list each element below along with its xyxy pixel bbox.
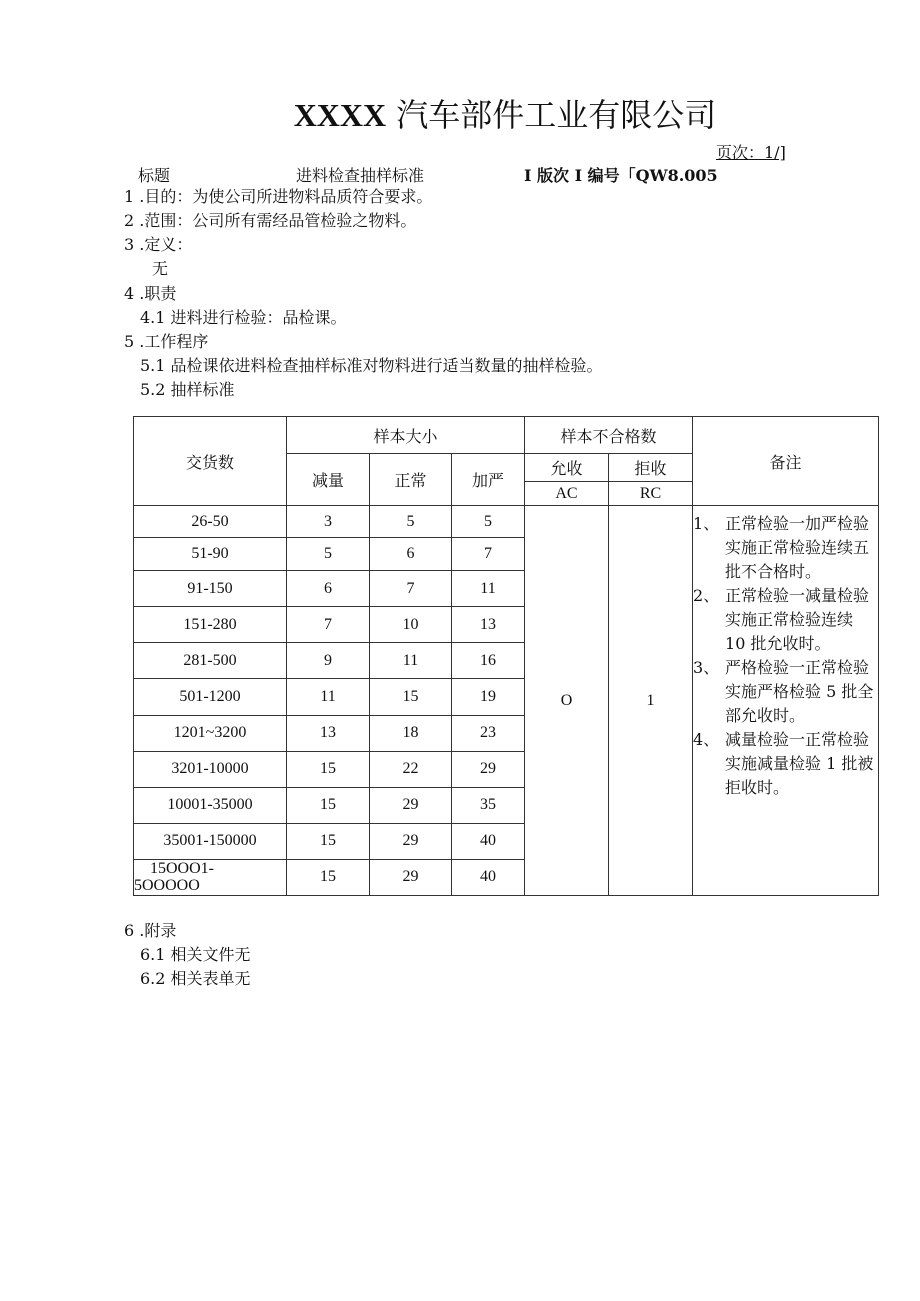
row-normal: 6	[370, 538, 452, 571]
header-notes: 备注	[693, 417, 879, 506]
row-qty: 91-150	[134, 571, 287, 607]
header-delivery-qty: 交货数	[134, 417, 287, 506]
row-tightened: 29	[452, 751, 525, 787]
note-number: 3、	[693, 658, 720, 678]
row-qty: 10001-35000	[134, 787, 287, 823]
row-qty: 501-1200	[134, 679, 287, 715]
table-header-row-1	[134, 417, 879, 454]
note-number: 1、	[693, 514, 720, 534]
note-item	[693, 656, 878, 728]
sampling-table	[133, 416, 879, 896]
row-qty: 51-90	[134, 538, 287, 571]
note-item	[693, 584, 878, 656]
row-qty-line1: 15OOO1-	[150, 860, 214, 878]
section-scope: 2 .范围：公司所有需经品管检验之物料。	[124, 211, 417, 230]
row-normal: 18	[370, 715, 452, 751]
row-normal: 11	[370, 643, 452, 679]
company-title	[0, 93, 920, 137]
section-procedure-5-2: 5.2 抽样标准	[140, 380, 235, 399]
document-title: 进料检查抽样标准	[296, 166, 425, 185]
row-tightened: 7	[452, 538, 525, 571]
row-reduced: 13	[287, 715, 370, 751]
row-normal: 29	[370, 787, 452, 823]
row-normal: 7	[370, 571, 452, 607]
row-tightened: 23	[452, 715, 525, 751]
company-prefix: XXXX	[293, 97, 387, 133]
row-reduced: 15	[287, 859, 370, 895]
row-qty: 35001-150000	[134, 823, 287, 859]
section-appendix-6-2: 6.2 相关表单无	[140, 969, 251, 988]
row-qty: 3201-10000	[134, 751, 287, 787]
note-text: 正常检验一加严检验实施正常检验连续五批不合格时。	[725, 514, 870, 582]
section-definition: 3 .定义：	[124, 235, 193, 254]
row-tightened: 16	[452, 643, 525, 679]
row-tightened: 35	[452, 787, 525, 823]
rc-value: 1	[609, 506, 693, 896]
row-reduced: 5	[287, 538, 370, 571]
row-reduced: 7	[287, 607, 370, 643]
note-text: 减量检验一正常检验实施减量检验 1 批被拒收时。	[725, 730, 874, 798]
row-reduced: 15	[287, 787, 370, 823]
version-code: I 版次 I 编号「QW8.005	[524, 166, 718, 185]
row-reduced: 15	[287, 751, 370, 787]
row-qty	[134, 859, 287, 895]
section-procedure-5-1: 5.1 品检课依进料检查抽样标准对物料进行适当数量的抽样检验。	[140, 356, 603, 375]
row-normal: 5	[370, 506, 452, 538]
header-sample-size: 样本大小	[287, 417, 525, 454]
row-tightened: 5	[452, 506, 525, 538]
note-item	[693, 728, 878, 800]
ac-value: O	[525, 506, 609, 896]
row-tightened: 40	[452, 823, 525, 859]
row-reduced: 6	[287, 571, 370, 607]
table-row	[134, 506, 879, 538]
header-nonconforming: 样本不合格数	[525, 417, 693, 454]
notes-cell	[693, 506, 879, 896]
row-qty: 281-500	[134, 643, 287, 679]
row-reduced: 11	[287, 679, 370, 715]
row-normal: 15	[370, 679, 452, 715]
row-tightened: 13	[452, 607, 525, 643]
section-responsibility: 4 .职责	[124, 284, 177, 303]
section-appendix: 6 .附录	[124, 921, 177, 940]
header-ac: AC	[525, 482, 609, 506]
row-normal: 22	[370, 751, 452, 787]
row-qty: 1201~3200	[134, 715, 287, 751]
row-qty: 151-280	[134, 607, 287, 643]
row-reduced: 9	[287, 643, 370, 679]
row-normal: 29	[370, 859, 452, 895]
header-label: 标题	[138, 166, 171, 185]
row-normal: 29	[370, 823, 452, 859]
header-rc: RC	[609, 482, 693, 506]
row-qty-line2: 5OOOOO	[134, 877, 200, 895]
company-name: 汽车部件工业有限公司	[396, 96, 717, 134]
note-text: 严格检验一正常检验实施严格检验 5 批全部允收时。	[725, 658, 874, 726]
note-number: 4、	[693, 730, 720, 750]
row-tightened: 19	[452, 679, 525, 715]
section-purpose: 1 .目的：为使公司所进物料品质符合要求。	[124, 187, 433, 206]
note-number: 2、	[693, 586, 720, 606]
row-tightened: 40	[452, 859, 525, 895]
section-procedure: 5 .工作程序	[124, 332, 209, 351]
note-text: 正常检验一减量检验实施正常检验连续 10 批允收时。	[725, 586, 870, 654]
section-appendix-6-1: 6.1 相关文件无	[140, 945, 251, 964]
header-reject: 拒收	[609, 454, 693, 482]
page-number: 页次：1/]	[716, 143, 786, 162]
section-responsibility-4-1: 4.1 进料进行检验：品检课。	[140, 308, 347, 327]
header-normal: 正常	[370, 454, 452, 506]
header-reduced: 减量	[287, 454, 370, 506]
note-item	[693, 512, 878, 584]
row-reduced: 15	[287, 823, 370, 859]
header-tightened: 加严	[452, 454, 525, 506]
row-tightened: 11	[452, 571, 525, 607]
row-qty: 26-50	[134, 506, 287, 538]
section-definition-body: 无	[152, 259, 169, 278]
row-reduced: 3	[287, 506, 370, 538]
header-accept: 允收	[525, 454, 609, 482]
row-normal: 10	[370, 607, 452, 643]
